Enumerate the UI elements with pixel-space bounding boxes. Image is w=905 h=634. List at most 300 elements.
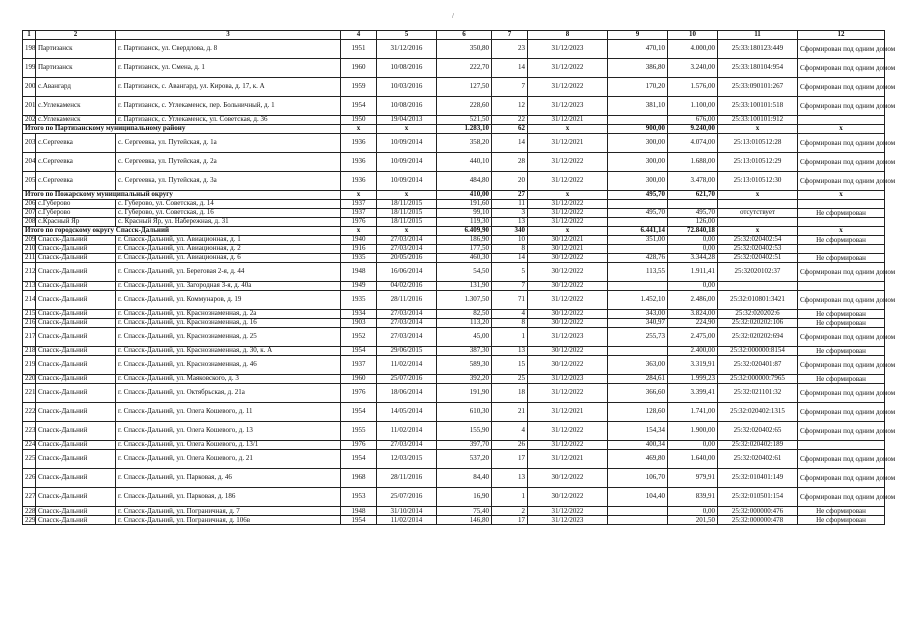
table-cell: Сформирован под одним домом — [798, 153, 885, 172]
table-cell: 170,20 — [608, 78, 668, 97]
table-cell: Спасск-Дальний — [36, 441, 116, 450]
column-header: 7 — [492, 31, 528, 40]
table-cell: 154,34 — [608, 422, 668, 441]
table-cell — [798, 200, 885, 209]
table-cell: с.Сергеевка — [36, 172, 116, 191]
table-cell: 1 — [492, 328, 528, 347]
table-cell: 30/12/2022 — [528, 282, 608, 291]
table-cell: 25:32:020401:87 — [718, 356, 798, 375]
table-cell: 225 — [23, 450, 36, 469]
table-cell: Не сформирован — [798, 347, 885, 356]
table-cell: 127,50 — [437, 78, 492, 97]
table-cell: Спасск-Дальний — [36, 245, 116, 254]
table-row — [23, 245, 885, 254]
table-cell: 469,80 — [608, 450, 668, 469]
table-cell: 30/12/2022 — [528, 263, 608, 282]
table-cell: 10/08/2016 — [377, 97, 437, 116]
table-cell: 201,50 — [668, 516, 718, 525]
table-cell: 386,80 — [608, 59, 668, 78]
table-cell: Сформирован под одним домом — [798, 356, 885, 375]
table-cell: 31/12/2016 — [377, 40, 437, 59]
table-row — [23, 218, 885, 227]
table-cell: 222 — [23, 403, 36, 422]
table-cell: Не сформирован — [798, 209, 885, 218]
table-cell: 205 — [23, 172, 36, 191]
table-row — [23, 153, 885, 172]
table-cell: 25:32:020402:54 — [718, 236, 798, 245]
table-cell: 27/03/2014 — [377, 245, 437, 254]
table-cell: 1903 — [341, 319, 377, 328]
column-header: 11 — [718, 31, 798, 40]
table-cell: 460,30 — [437, 254, 492, 263]
table-row — [23, 59, 885, 78]
table-cell: 25:13:010512:30 — [718, 172, 798, 191]
table-cell: 3 — [492, 209, 528, 218]
table-cell: Сформирован под одним домом — [798, 450, 885, 469]
table-cell: 14/05/2014 — [377, 403, 437, 422]
table-cell: 343,00 — [608, 310, 668, 319]
table-row — [23, 450, 885, 469]
subtotal-cell: x — [528, 227, 608, 236]
table-cell: 25:32:010401:149 — [718, 469, 798, 488]
table-cell: с.Сергеевка — [36, 153, 116, 172]
column-header: 1 — [23, 31, 36, 40]
table-cell: 31/12/2022 — [528, 507, 608, 516]
table-cell: 366,60 — [608, 384, 668, 403]
table-cell: 350,80 — [437, 40, 492, 59]
table-cell: Сформирован под одним домом — [798, 172, 885, 191]
table-cell: 200 — [23, 78, 36, 97]
subtotal-cell: x — [798, 125, 885, 134]
table-cell: 30/12/2022 — [528, 488, 608, 507]
table-cell — [798, 218, 885, 227]
table-cell: 31/12/2021 — [528, 450, 608, 469]
table-row — [23, 40, 885, 59]
table-cell: 1937 — [341, 209, 377, 218]
table-cell: 1953 — [341, 488, 377, 507]
table-cell: 381,10 — [608, 97, 668, 116]
table-cell: Спасск-Дальний — [36, 488, 116, 507]
table-cell: 10 — [492, 236, 528, 245]
table-cell — [608, 200, 668, 209]
table-row — [23, 282, 885, 291]
table-cell: 1951 — [341, 40, 377, 59]
table-cell: 25:32:021101:32 — [718, 384, 798, 403]
table-cell: 1.307,50 — [437, 291, 492, 310]
table-cell: Спасск-Дальний — [36, 263, 116, 282]
table-cell: 0,00 — [668, 245, 718, 254]
table-cell: 30/12/2022 — [528, 310, 608, 319]
table-cell: 31/10/2014 — [377, 507, 437, 516]
table-cell — [668, 200, 718, 209]
table-cell: с. Губерово, ул. Советская, д. 14 — [116, 200, 341, 209]
table-cell: 27/03/2014 — [377, 319, 437, 328]
table-cell: 25:32:000000:7965 — [718, 375, 798, 384]
table-row — [23, 422, 885, 441]
table-cell: г. Спасск-Дальний, ул. Краснознаменная, д. 25 — [116, 328, 341, 347]
table-cell: 128,60 — [608, 403, 668, 422]
subtotal-row — [23, 227, 885, 236]
table-cell: 7 — [492, 282, 528, 291]
table-cell: Не сформирован — [798, 319, 885, 328]
table-cell: 31/12/2022 — [528, 209, 608, 218]
table-cell: г. Спасск-Дальний, ул. Авиационная, д. 6 — [116, 254, 341, 263]
table-cell: Сформирован под одним домом — [798, 134, 885, 153]
table-cell: 10/08/2016 — [377, 59, 437, 78]
subtotal-cell: x — [341, 125, 377, 134]
subtotal-cell: x — [341, 191, 377, 200]
table-cell: 31/12/2023 — [528, 375, 608, 384]
table-cell: 8 — [492, 319, 528, 328]
table-cell: 84,40 — [437, 469, 492, 488]
subtotal-cell: 6.441,14 — [608, 227, 668, 236]
page-mark: / — [452, 12, 454, 20]
table-cell: 0,00 — [668, 441, 718, 450]
table-row — [23, 291, 885, 310]
table-cell: с. Сергеевка, ул. Путейская, д. 1а — [116, 134, 341, 153]
table-cell: 1952 — [341, 328, 377, 347]
table-cell: 25:13:010512:29 — [718, 153, 798, 172]
table-row — [23, 172, 885, 191]
table-cell: Спасск-Дальний — [36, 291, 116, 310]
table-cell: 1949 — [341, 282, 377, 291]
table-cell: 839,91 — [668, 488, 718, 507]
subtotal-label: Итого по городскому округу Спасск-Дальний — [23, 227, 341, 236]
table-cell: 16/06/2014 — [377, 263, 437, 282]
table-cell: 11/02/2014 — [377, 356, 437, 375]
table-cell: 1940 — [341, 236, 377, 245]
table-cell: 186,90 — [437, 236, 492, 245]
subtotal-cell: 900,00 — [608, 125, 668, 134]
subtotal-cell: x — [718, 191, 798, 200]
table-cell: 213 — [23, 282, 36, 291]
table-cell: 3.344,28 — [668, 254, 718, 263]
table-cell: 30/12/2021 — [528, 236, 608, 245]
table-cell: 25:32:010801:3421 — [718, 291, 798, 310]
table-cell: 495,70 — [608, 209, 668, 218]
table-cell: Сформирован под одним домом — [798, 263, 885, 282]
table-cell: 4 — [492, 422, 528, 441]
table-cell: 199 — [23, 59, 36, 78]
column-header: 12 — [798, 31, 885, 40]
table-cell: 25/07/2016 — [377, 375, 437, 384]
table-cell: 210 — [23, 245, 36, 254]
subtotal-cell: x — [528, 125, 608, 134]
table-cell: 23 — [492, 40, 528, 59]
table-cell: 300,00 — [608, 153, 668, 172]
subtotal-label: Итого по Пожарскому муниципальный округу — [23, 191, 341, 200]
table-cell: 28/11/2016 — [377, 469, 437, 488]
table-cell: 25:32:020202:106 — [718, 319, 798, 328]
table-cell: Не сформирован — [798, 375, 885, 384]
table-cell: 31/12/2022 — [528, 172, 608, 191]
table-cell: 351,00 — [608, 236, 668, 245]
table-cell: 11 — [492, 200, 528, 209]
table-cell: 222,70 — [437, 59, 492, 78]
table-row — [23, 236, 885, 245]
table-cell: 21 — [492, 403, 528, 422]
table-cell: 18 — [492, 384, 528, 403]
table-cell: с.Красный Яр — [36, 218, 116, 227]
table-cell: 203 — [23, 134, 36, 153]
table-cell: 2.486,00 — [668, 291, 718, 310]
table-cell: 3.319,91 — [668, 356, 718, 375]
table-cell: 1.911,41 — [668, 263, 718, 282]
table-cell: Спасск-Дальний — [36, 469, 116, 488]
table-cell: Сформирован под одним домом — [798, 403, 885, 422]
column-number-row — [23, 31, 885, 40]
table-cell: 1959 — [341, 78, 377, 97]
table-cell: г. Спасск-Дальний, ул. Краснознаменная, д. 46 — [116, 356, 341, 375]
table-cell: 300,00 — [608, 134, 668, 153]
table-cell: г. Партизанск, с. Авангард, ул. Кирова, д. 17, к. А — [116, 78, 341, 97]
table-cell: 1954 — [341, 97, 377, 116]
table-cell: 30/12/2021 — [528, 245, 608, 254]
table-cell: 10/09/2014 — [377, 134, 437, 153]
housing-register-table — [22, 30, 896, 525]
table-cell: Спасск-Дальний — [36, 319, 116, 328]
table-cell: Спасск-Дальний — [36, 516, 116, 525]
table-cell: г. Спасск-Дальний, ул. Краснознаменная, д. 2а — [116, 310, 341, 319]
table-cell — [798, 245, 885, 254]
table-row — [23, 134, 885, 153]
table-cell: 126,00 — [668, 218, 718, 227]
table-cell: 25:32:020402:53 — [718, 245, 798, 254]
table-cell: 537,20 — [437, 450, 492, 469]
subtotal-cell: x — [377, 227, 437, 236]
table-cell: 31/12/2021 — [528, 403, 608, 422]
table-cell: с.Авангард — [36, 78, 116, 97]
table-cell: г. Партизанск, с. Углекаменск, пер. Больничный, д. 1 — [116, 97, 341, 116]
table-row — [23, 356, 885, 375]
table-cell: 220 — [23, 375, 36, 384]
table-cell: г. Спасск-Дальний, ул. Олега Кошевого, д. 13/1 — [116, 441, 341, 450]
table-cell: 25:33:180123:449 — [718, 40, 798, 59]
table-cell: 255,73 — [608, 328, 668, 347]
table-row — [23, 441, 885, 450]
subtotal-cell: x — [341, 227, 377, 236]
subtotal-cell: x — [798, 191, 885, 200]
table-cell: Не сформирован — [798, 254, 885, 263]
table-cell — [608, 507, 668, 516]
table-cell: г. Спасск-Дальний, ул. Загородная 3-я, д. 40а — [116, 282, 341, 291]
table-cell: Спасск-Дальний — [36, 384, 116, 403]
table-cell: 206 — [23, 200, 36, 209]
table-cell: 3.240,00 — [668, 59, 718, 78]
table-cell — [798, 282, 885, 291]
table-cell: 610,30 — [437, 403, 492, 422]
table-cell: 28/11/2016 — [377, 291, 437, 310]
table-cell: с. Сергеевка, ул. Путейская, д. 3а — [116, 172, 341, 191]
table-cell: 31/12/2022 — [528, 441, 608, 450]
table-cell: 8 — [492, 245, 528, 254]
subtotal-cell: x — [377, 191, 437, 200]
table-cell: 18/11/2015 — [377, 200, 437, 209]
table-cell: 1976 — [341, 218, 377, 227]
table-cell: 26 — [492, 441, 528, 450]
table-cell: 1.688,00 — [668, 153, 718, 172]
table-cell: 31/12/2023 — [528, 40, 608, 59]
table-cell: Спасск-Дальний — [36, 236, 116, 245]
table-cell: 204 — [23, 153, 36, 172]
table-cell: 25:33:100101:912 — [718, 116, 798, 125]
table-cell: г. Партизанск, ул. Свердлова, д. 8 — [116, 40, 341, 59]
table-cell: г. Спасск-Дальний, ул. Олега Кошевого, д. 21 — [116, 450, 341, 469]
table-cell: 2.400,00 — [668, 347, 718, 356]
table-cell: 1937 — [341, 356, 377, 375]
subtotal-cell: 410,00 — [437, 191, 492, 200]
table-body — [23, 30, 896, 525]
table-cell: 191,90 — [437, 384, 492, 403]
table-cell: г. Спасск-Дальний, ул. Авиационная, д. 1 — [116, 236, 341, 245]
table-cell: 218 — [23, 347, 36, 356]
table-cell: Сформирован под одним домом — [798, 59, 885, 78]
table-cell: 229 — [23, 516, 36, 525]
table-cell: 211 — [23, 254, 36, 263]
table-cell: 300,00 — [608, 172, 668, 191]
table-row — [23, 469, 885, 488]
table-cell: 27/03/2014 — [377, 310, 437, 319]
table-cell — [718, 200, 798, 209]
table-cell: 119,30 — [437, 218, 492, 227]
column-header: 4 — [341, 31, 377, 40]
table-cell: 54,50 — [437, 263, 492, 282]
table-cell: 31/12/2022 — [528, 422, 608, 441]
table-cell: 223 — [23, 422, 36, 441]
table-cell: г. Партизанск, ул. Смена, д. 1 — [116, 59, 341, 78]
table-row — [23, 200, 885, 209]
table-cell: Сформирован под одним домом — [798, 97, 885, 116]
table-cell — [608, 347, 668, 356]
subtotal-cell: x — [528, 191, 608, 200]
table-cell: 400,34 — [608, 441, 668, 450]
table-cell: 212 — [23, 263, 36, 282]
table-cell: 18/06/2014 — [377, 384, 437, 403]
table-cell: 25:33:090101:267 — [718, 78, 798, 97]
table-cell: с.Губерово — [36, 209, 116, 218]
table-cell: 1950 — [341, 116, 377, 125]
table-cell: 1948 — [341, 507, 377, 516]
table-cell: 10/09/2014 — [377, 172, 437, 191]
table-cell: с.Сергеевка — [36, 134, 116, 153]
table-row — [23, 97, 885, 116]
table-cell: г. Спасск-Дальний, ул. Олега Кошевого, д. 13 — [116, 422, 341, 441]
table-cell: 1.100,00 — [668, 97, 718, 116]
table-cell: 45,00 — [437, 328, 492, 347]
table-cell: 228 — [23, 507, 36, 516]
table-cell: 177,50 — [437, 245, 492, 254]
table-cell: 04/02/2016 — [377, 282, 437, 291]
table-cell: 25:32:000000:476 — [718, 507, 798, 516]
subtotal-cell: 62 — [492, 125, 528, 134]
table-cell: 12/03/2015 — [377, 450, 437, 469]
table-cell: 25:32:020402:189 — [718, 441, 798, 450]
table-cell: 17 — [492, 450, 528, 469]
table-cell: с. Сергеевка, ул. Путейская, д. 2а — [116, 153, 341, 172]
table-cell: 15 — [492, 356, 528, 375]
table-cell: 31/12/2022 — [528, 153, 608, 172]
column-header: 10 — [668, 31, 718, 40]
table-cell: 208 — [23, 218, 36, 227]
table-cell: 28 — [492, 153, 528, 172]
table-cell: 25:33:180104:954 — [718, 59, 798, 78]
table-cell: 27/03/2014 — [377, 441, 437, 450]
table-cell: 14 — [492, 134, 528, 153]
column-header: 3 — [116, 31, 341, 40]
table-cell: 13 — [492, 469, 528, 488]
table-cell: 397,70 — [437, 441, 492, 450]
table-cell: 25:32:020402:51 — [718, 254, 798, 263]
table-cell: с.Губерово — [36, 200, 116, 209]
table-cell: 215 — [23, 310, 36, 319]
table-cell: 31/12/2022 — [528, 78, 608, 97]
table-cell: 214 — [23, 291, 36, 310]
table-cell: 25:32:020202:694 — [718, 328, 798, 347]
table-cell: 3.824,00 — [668, 310, 718, 319]
table-cell: 31/12/2022 — [528, 218, 608, 227]
table-cell: 16,90 — [437, 488, 492, 507]
table-cell: 1.640,00 — [668, 450, 718, 469]
table-cell: 31/12/2022 — [528, 59, 608, 78]
table-cell: Сформирован под одним домом — [798, 291, 885, 310]
table-row — [23, 116, 885, 125]
table-cell: 221 — [23, 384, 36, 403]
table-cell: Спасск-Дальний — [36, 282, 116, 291]
subtotal-cell: x — [377, 125, 437, 134]
table-cell: Не сформирован — [798, 236, 885, 245]
table-cell: 1976 — [341, 384, 377, 403]
table-cell: 1.999,23 — [668, 375, 718, 384]
table-cell: 1948 — [341, 263, 377, 282]
table-cell: 30/12/2022 — [528, 254, 608, 263]
table-cell: 1.576,00 — [668, 78, 718, 97]
table-cell: 25:32:010501:154 — [718, 488, 798, 507]
table-cell: Спасск-Дальний — [36, 254, 116, 263]
table-cell: 1955 — [341, 422, 377, 441]
table-cell: 11/02/2014 — [377, 516, 437, 525]
table-cell — [608, 116, 668, 125]
table-cell: 4.000,00 — [668, 40, 718, 59]
table-cell: 10/09/2014 — [377, 153, 437, 172]
subtotal-cell: 621,70 — [668, 191, 718, 200]
table-row — [23, 254, 885, 263]
table-cell: 227 — [23, 488, 36, 507]
table-cell: 521,50 — [437, 116, 492, 125]
subtotal-cell: 72.840,18 — [668, 227, 718, 236]
subtotal-cell: 6.409,90 — [437, 227, 492, 236]
table-cell: 71 — [492, 291, 528, 310]
table-cell: 3.399,41 — [668, 384, 718, 403]
table-cell: 1935 — [341, 254, 377, 263]
table-cell: 25:32:020402:1315 — [718, 403, 798, 422]
column-header: 5 — [377, 31, 437, 40]
subtotal-cell: 27 — [492, 191, 528, 200]
table-cell: 676,00 — [668, 116, 718, 125]
table-cell: 20/05/2016 — [377, 254, 437, 263]
table-cell: 7 — [492, 78, 528, 97]
table-cell: 358,20 — [437, 134, 492, 153]
table-cell: 17 — [492, 516, 528, 525]
table-row — [23, 488, 885, 507]
table-cell — [798, 441, 885, 450]
table-cell: 1 — [492, 488, 528, 507]
table-cell — [718, 282, 798, 291]
column-header: 9 — [608, 31, 668, 40]
table-cell: 27/03/2014 — [377, 328, 437, 347]
table-cell: 1936 — [341, 172, 377, 191]
table-cell: 14 — [492, 254, 528, 263]
table-cell: Не сформирован — [798, 310, 885, 319]
